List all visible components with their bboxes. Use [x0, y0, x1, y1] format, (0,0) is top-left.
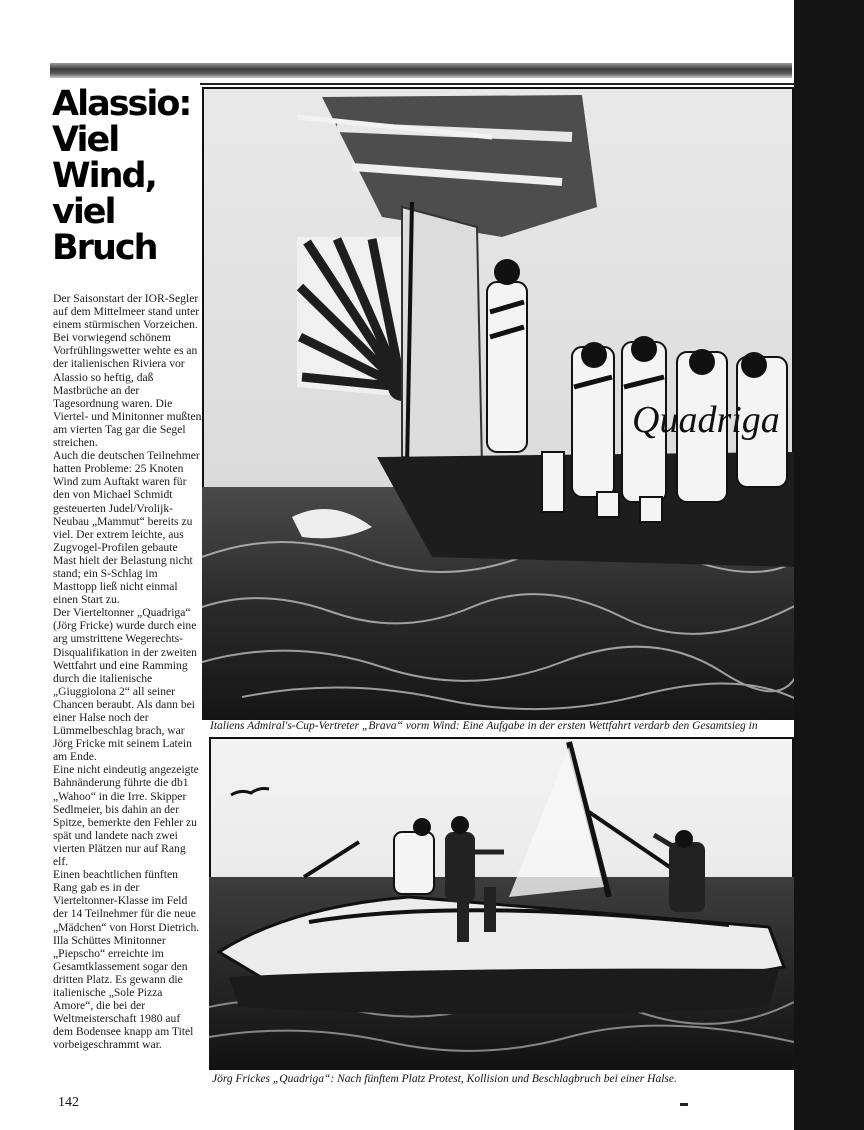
header-rule [50, 63, 792, 78]
print-mark [680, 1103, 688, 1106]
headline-line: viel [52, 192, 115, 232]
headline-line: Viel [52, 120, 119, 160]
scan-edge [794, 0, 864, 1130]
headline-line: Alassio: [52, 84, 191, 124]
headline-line: Bruch [52, 228, 157, 268]
page-number: 142 [58, 1095, 79, 1110]
headline [52, 86, 200, 266]
paragraph: Eine nicht eindeutig angezeigte Bahnänderung führte die db1 „Wahoo“ in die Irre. Skipper Sedlmeier, bis dahin an der Spitze, bemerkte den Fehler zu spät und landete nach zwei vierten Plätzen nur auf Rang elf. [53, 763, 199, 869]
photo-brava-caption: Italiens Admiral's-Cup-Vertreter „Brava“ vorm Wind: Eine Aufgabe in der ersten Wettfahrt verdarb den Gesamtsieg in [210, 720, 758, 732]
photo-quadriga-caption: Jörg Frickes „Quadriga“: Nach fünftem Platz Protest, Kollision und Beschlagbruch bei einer Halse. [212, 1073, 677, 1085]
header-rule-thin [200, 83, 794, 85]
photo-quadriga-image [209, 737, 794, 1070]
paragraph: Der Vierteltonner „Quadriga“ (Jörg Fricke) wurde durch eine arg umstrittene Wegerechts-Disqualifikation in der zweiten Wettfahrt und eine Ramming durch die italienische „Giuggiolona 2“ all seiner Chancen beraubt. Als dann bei einer Halse noch der Lümmelbeschlag brach, war Jörg Fricke mit seinem Latein am Ende. [53, 606, 197, 764]
article-body [53, 292, 203, 1051]
paragraph: Einen beachtlichen fünften Rang gab es in der Vierteltonner-Klasse im Feld der 14 Teilnehmer für die neue „Mädchen“ von Horst Dietrich. Illa Schüttes Minitonner „Piepscho“ erreichte im Gesamtklassement sogar den dritten Platz. Es gewann die italienische „Sole Pizza Amore“, die bei der Weltmeisterschaft 1980 auf dem Bodensee knapp am Titel vorbeigeschrammt war. [53, 868, 200, 1052]
photo-quadriga [209, 737, 794, 1070]
paragraph: Der Saisonstart der IOR-Segler auf dem Mittelmeer stand unter einem stürmischen Vorzeichen. Bei vorwiegend schönem Vorfrühlingswetter wehte es an der italienischen Riviera vor Alassio so heftig, daß Mastbrüche an der Tagesordnung waren. Die Viertel- und Minitonner mußten am vierten Tag gar die Segel streichen. [53, 292, 202, 450]
hull-lettering: Quadriga [632, 399, 780, 441]
photo-brava-image [202, 87, 794, 720]
headline-line: Wind, [52, 156, 156, 196]
paragraph: Auch die deutschen Teilnehmer hatten Probleme: 25 Knoten Wind zum Auftakt waren für den von Michael Schmidt gesteuerten Judel/Vrolijk-Neubau „Mammut“ bereits zu viel. Der extrem leichte, aus Zugvogel-Profilen gebaute Mast hielt der Belastung nicht stand; ein S-Schlag im Masttopp ließ nicht einmal einen Start zu. [53, 449, 200, 607]
photo-brava [202, 87, 794, 720]
